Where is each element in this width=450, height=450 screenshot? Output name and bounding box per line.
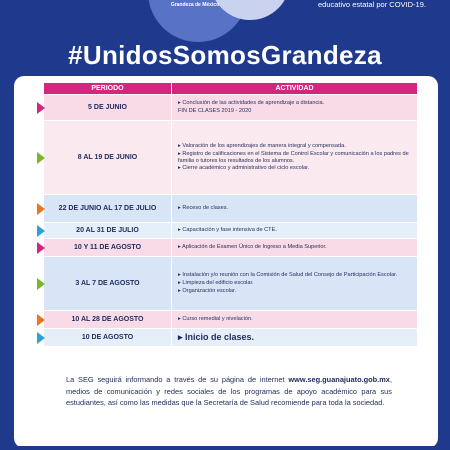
periodo-cell: 5 DE JUNIO: [44, 95, 172, 121]
periodo-cell: 10 DE AGOSTO: [44, 329, 172, 347]
table-row: [44, 223, 418, 239]
footer-text: [66, 374, 392, 409]
actividad-item: ▸ Cierre académico y administrativo del ciclo escolar.: [178, 165, 310, 172]
actividad-item: FIN DE CLASES 2019 - 2020: [178, 108, 252, 114]
table-row: [44, 239, 418, 257]
actividad-item: ▸ Registro de calificaciones en el Sistema de Control Escolar y comunicación a los padres de familia o tutores los resultados de los alumnos.: [178, 150, 409, 164]
logo-text: Grandeza de México: [170, 2, 220, 8]
periodo-cell: 20 AL 31 DE JULIO: [44, 223, 172, 239]
periodo-cell: 10 AL 28 DE AGOSTO: [44, 311, 172, 329]
periodo-cell: 8 AL 19 DE JUNIO: [44, 121, 172, 195]
actividad-cell: [172, 121, 418, 195]
actividad-cell: [172, 95, 418, 121]
row-marker-icon: [37, 203, 45, 215]
actividad-cell: [172, 311, 418, 329]
row-marker-icon: [37, 278, 45, 290]
table-row: [44, 95, 418, 121]
footer-text-b: , medios de comunicación y redes sociales de los programas de apoyo académico para sus estudiantes, así como las medidas que la Secretaría de Salud recomiende para toda la sociedad.: [66, 375, 392, 407]
top-note: educativo estatal por COVID-19.: [318, 0, 426, 9]
actividad-item: ▸ Limpieza del edificio escolar.: [178, 280, 254, 287]
schedule-body: [44, 95, 418, 347]
header-actividad: ACTIVIDAD: [172, 83, 418, 95]
table-row: [44, 329, 418, 347]
footer-text-a: La SEG seguirá informando a través de su página de internet: [66, 375, 289, 384]
periodo-cell: 3 AL 7 DE AGOSTO: [44, 257, 172, 311]
actividad-item: ▸ Conclusión de las actividades de aprendizaje a distancia.: [178, 100, 325, 107]
actividad-item: ▸ Valoración de los aprendizajes de manera integral y compensada.: [178, 142, 346, 149]
actividad-item: ▸ Instalación y/o reunión con la Comisión de Salud del Consejo de Participación Escolar.: [178, 272, 398, 279]
top-bar: [0, 0, 450, 36]
actividad-cell: [172, 195, 418, 223]
table-row: [44, 121, 418, 195]
row-marker-icon: [37, 152, 45, 164]
table-row: [44, 257, 418, 311]
actividad-cell: [172, 223, 418, 239]
actividad-item: ▸ Capacitación y fase intensiva de CTE.: [178, 227, 277, 234]
periodo-cell: 10 Y 11 DE AGOSTO: [44, 239, 172, 257]
row-marker-icon: [37, 102, 45, 114]
bottom-bar: [0, 446, 450, 450]
actividad-item: ▸ Curso remedial y nivelación.: [178, 316, 253, 323]
periodo-cell: 22 DE JUNIO AL 17 DE JULIO: [44, 195, 172, 223]
table-header-row: [44, 83, 418, 95]
footer-url[interactable]: www.seg.guanajuato.gob.mx: [288, 375, 390, 384]
row-marker-icon: [37, 225, 45, 237]
actividad-cell: [172, 239, 418, 257]
schedule-table: [43, 82, 418, 347]
actividad-item: ▸ Aplicación de Examen Único de Ingreso a Media Superior.: [178, 244, 327, 251]
actividad-item: ▸ Inicio de clases.: [178, 332, 255, 342]
header-periodo: PERIODO: [44, 83, 172, 95]
table-row: [44, 195, 418, 223]
row-marker-icon: [37, 242, 45, 254]
page-title: #UnidosSomosGrandeza: [68, 40, 382, 70]
actividad-item: ▸ Receso de clases.: [178, 205, 229, 212]
actividad-cell: [172, 329, 418, 347]
actividad-item: ▸ Organización escolar.: [178, 287, 237, 294]
actividad-cell: [172, 257, 418, 311]
row-marker-icon: [37, 314, 45, 326]
table-row: [44, 311, 418, 329]
row-marker-icon: [37, 332, 45, 344]
